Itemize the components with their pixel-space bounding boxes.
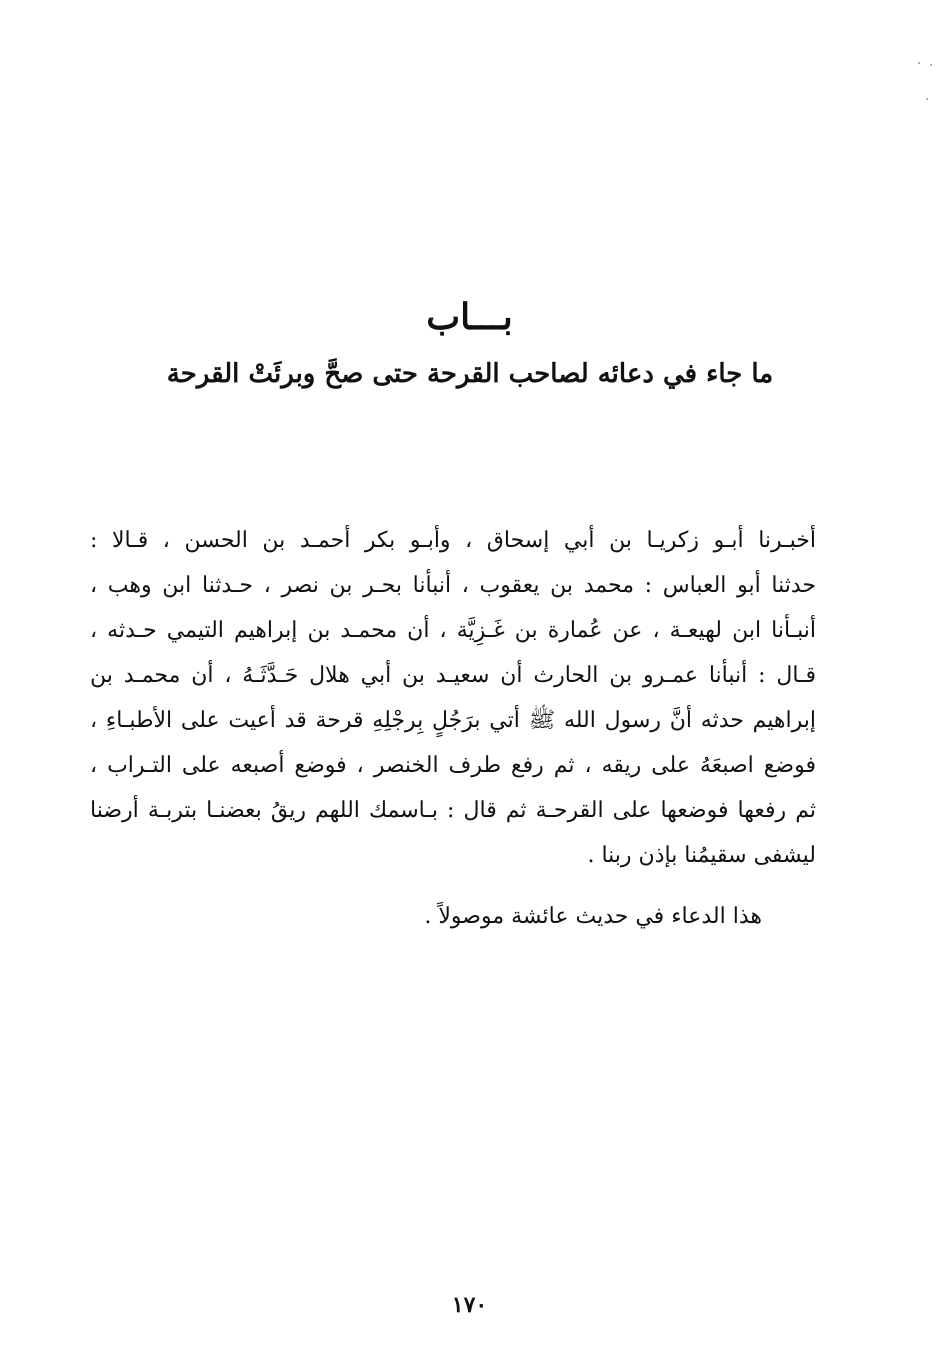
chapter-heading: بـــاب	[426, 296, 513, 338]
page-number: ١٧٠	[451, 1292, 488, 1318]
text-line: حدثنا أبو العباس : محمد بن يعقوب ، أنبأنا بحـر بن نصر ، حـدثنا ابن وهب ،	[90, 573, 816, 598]
text-line: أنبـأنا ابن لهيعـة ، عن عُمارة بن غَـزِيَّة ، أن محمـد بن إبراهيم التيمي حـدثه ،	[90, 618, 816, 643]
closing-note: هذا الدعاء في حديث عائشة موصولاً .	[424, 904, 762, 929]
text-line: فوضع اصبعَهُ على ريقه ، ثم رفع طرف الخنصر ، فوضع أصبعه على التـراب ،	[90, 753, 816, 778]
text-line: قـال : أنبأنا عمـرو بن الحارث أن سعيـد بن أبي هلال حَـدَّثَـهُ ، أن محمـد بن	[90, 663, 816, 688]
text-line: أخبـرنا أبـو زكريـا بن أبي إسحاق ، وأبـو بكر أحمـد بن الحسن ، قـالا :	[90, 528, 816, 553]
text-line: ليشفى سقيمُنا بإذن ربنا .	[587, 843, 816, 868]
text-line: إبراهيم حدثه أنَّ رسول الله ﷺ أتي برَجُلٍ بِرجْلِهِ قرحة قد أعيت على الأطبـاءِ ،	[90, 708, 816, 733]
hadith-text	[90, 518, 816, 878]
scan-speck	[926, 98, 928, 100]
chapter-title: ما جاء في دعائه لصاحب القرحة حتى صحَّ وبرئَتْ القرحة	[166, 359, 774, 389]
scan-speck	[930, 64, 932, 66]
scan-speck	[918, 62, 920, 64]
text-line: ثم رفعها فوضعها على القرحـة ثم قال : بـاسمك اللهم ريقُ بعضنـا بتربـة أرضنا	[90, 798, 816, 823]
